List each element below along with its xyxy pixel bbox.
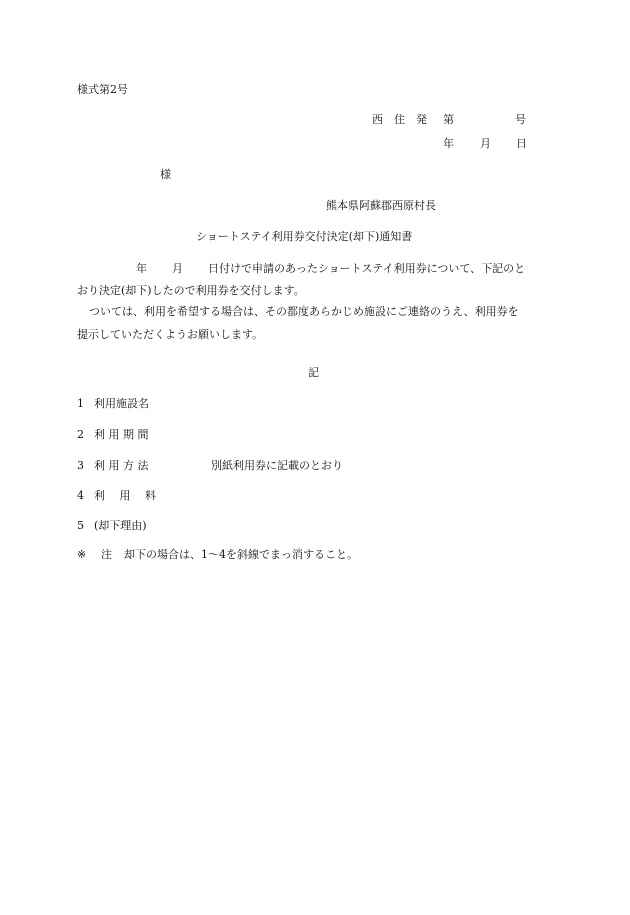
item-number: 4 [77,489,84,502]
item-label: (却下理由) [94,519,147,532]
item-number: 1 [77,397,84,410]
form-number: 様式第2号 [77,83,128,96]
item-number: 3 [77,459,84,472]
ki-heading: 記 [308,366,319,379]
item-number: 5 [77,519,84,532]
document-title: ショートステイ利用券交付決定(却下)通知書 [196,230,413,243]
application-month-label: 月 [172,262,183,275]
body-paragraph-1-line-2: おり決定(却下)したので利用券を交付します。 [77,284,305,297]
document-number-suffix: 号 [515,113,526,126]
note-mark: ※ [77,548,87,561]
item-label: 利 用 方 法 [94,459,149,472]
item-number: 2 [77,428,84,441]
issuer-name: 熊本県阿蘇郡西原村長 [326,199,436,212]
document-number-prefix: 第 [443,113,454,126]
item-value: 別紙利用券に記載のとおり [211,459,343,472]
date-year-label: 年 [443,137,454,150]
note-label: 注 [101,548,112,561]
item-label: 利用施設名 [94,397,149,410]
application-day-text: 日付けで申請のあったショートステイ利用券について、下記のと [208,262,526,275]
item-label: 利 用 料 [94,489,156,502]
note-text: 却下の場合は、1〜4を斜線でまっ消すること。 [124,548,358,561]
body-paragraph-2-line-1: ついては、利用を希望する場合は、その都度あらかじめ施設にご連絡のうえ、利用券を [89,305,519,318]
item-label: 利 用 期 間 [94,428,149,441]
issuing-office-code: 西 住 発 [372,113,427,126]
application-year-label: 年 [136,262,147,275]
date-month-label: 月 [480,137,491,150]
addressee-honorific: 様 [160,168,171,181]
date-day-label: 日 [516,137,527,150]
body-paragraph-2-line-2: 提示していただくようお願いします。 [77,328,264,341]
